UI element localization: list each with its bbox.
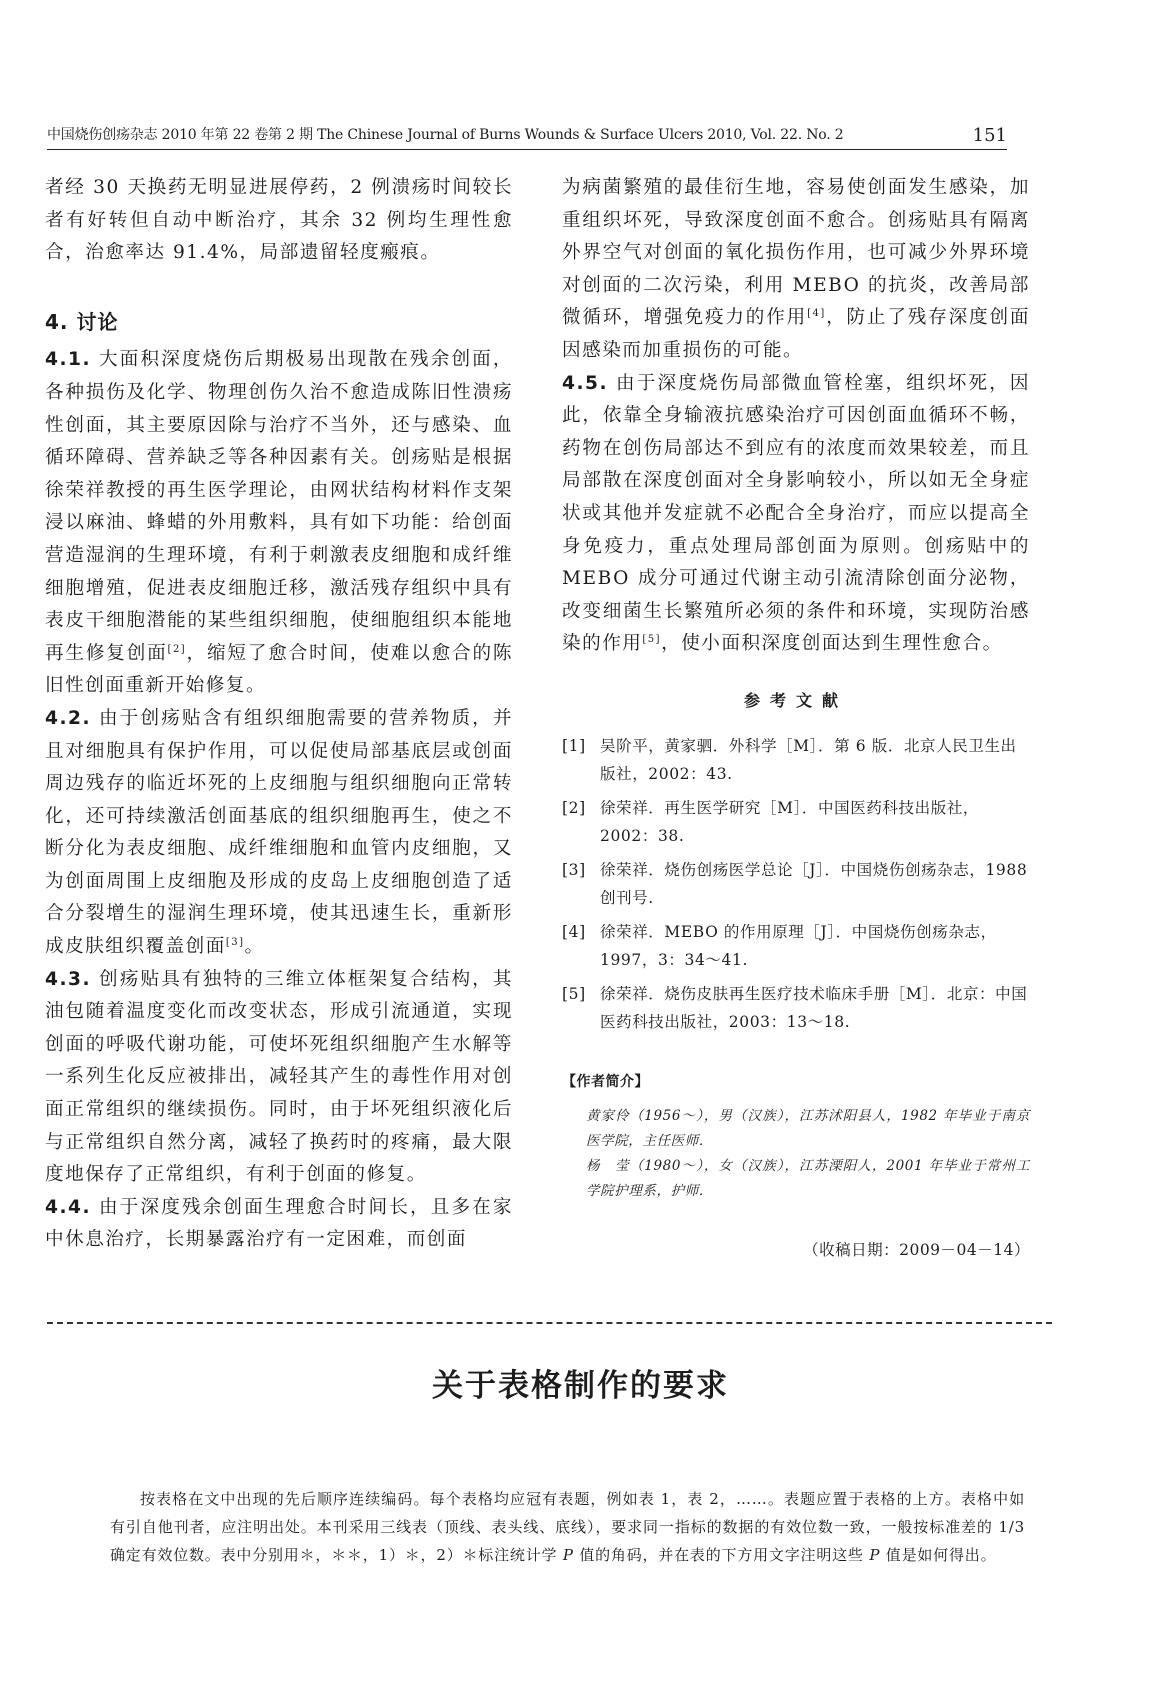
reference-item: [5] 徐荣祥．烧伤皮肤再生医疗技术临床手册［M］．北京：中国医药科技出版社，2003：13～18. [562,984,1028,1031]
p-value-symbol: P [562,1546,574,1564]
notice-body: 按表格在文中出现的先后顺序连续编码。每个表格均应冠有表题，例如表 1，表 2，……。表题应置于表格的上方。表格中如有引自他刊者，应注明出处。本刊采用三线表（顶线、表头线、底线），要求同一指标的数据的有效位数一致，一般按标准差的 1/3 确定有效位数。表中分别用＊，＊＊，1）＊，2）＊标注统计学 P 值的角码，并在表的下方用文字注明这些 P 值是如何得出。 [110,1490,1025,1564]
paragraph-4-5: 4.5. 由于深度烧伤局部微血管栓塞，组织坏死，因此，依靠全身输液抗感染治疗可因创面血循环不畅，药物在创伤局部达不到应有的浓度而效果较差，而且局部散在深度创面对全身影响较小，所以如无全身症状或其他并发症就不必配合全身治疗，而应以提高全身免疫力，重点处理局部创面为原则。创疡贴中的 MEBO 成分可通过代谢主动引流清除创面分泌物，改变细菌生长繁殖所必须的条件和环境，实现防治感染的作用[5]，使小面积深度创面达到生理性愈合。 [562,372,1030,655]
reference-item: [1] 吴阶平，黄家驷．外科学［M］．第 6 版．北京人民卫生出版社，2002：43. [562,736,1017,783]
reference-list [562,732,1030,1036]
paragraph-label: 4.3. [45,968,92,990]
author-bio: 杨 莹（1980～），女（汉族），江苏溧阳人，2001 年毕业于常州工学院护理系，护师． [586,1158,1030,1200]
paragraph-4-4-continued: 为病菌繁殖的最佳衍生地，容易使创面发生感染，加重组织坏死，导致深度创面不愈合。创疡贴具有隔离外界空气对创面的氧化损伤作用，也可减少外界环境对创面的二次污染，利用 MEBO 的抗炎，改善局部微循环，增强免疫力的作用[4]，防止了残存深度创面因感染而加重损伤的可能。 [562,177,1030,361]
paragraph-4-3: 4.3. 创疡贴具有独特的三维立体框架复合结构，其油包随着温度变化而改变状态，形成引流通道，实现创面的呼吸代谢功能，可使坏死组织细胞产生水解等一系列生化反应被排出，减轻其产生的毒性作用对创面正常组织的继续损伤。同时，由于坏死组织液化后与正常组织自然分离，减轻了换药时的疼痛，最大限度地保存了正常组织，有利于创面的修复。 [45,968,513,1186]
paragraph-4-4: 4.4. 由于深度残余创面生理愈合时间长，且多在家中休息治疗，长期暴露治疗有一定困难，而创面 [45,1196,513,1251]
paragraph-4-1: 4.1. 大面积深度烧伤后期极易出现散在残余创面，各种损伤及化学、物理创伤久治不愈造成陈旧性溃疡性创面，其主要原因除与治疗不当外，还与感染、血循环障碍、营养缺乏等各种因素有关。创疡贴是根据徐荣祥教授的再生医学理论，由网状结构材料作支架浸以麻油、蜂蜡的外用敷料，具有如下功能：给创面营造湿润的生理环境，有利于刺激表皮细胞和成纤维细胞增殖，促进表皮细胞迁移，激活残存组织中具有表皮干细胞潜能的某些组织细胞，使细胞组织本能地再生修复创面[2]，缩短了愈合时间，使难以愈合的陈旧性创面重新开始修复。 [45,349,513,697]
discussion-heading: 4. 讨论 [45,309,119,334]
paragraph-label: 4.2. [45,707,92,729]
reference-item: [3] 徐荣祥．烧伤创疡医学总论［J］．中国烧伤创疡杂志，1988 创刊号. [562,860,1028,907]
citation-marker: [4] [807,308,826,320]
paragraph-label: 4.4. [45,1196,92,1218]
notice-title: 关于表格制作的要求 [432,1368,729,1404]
page-number: 151 [972,125,1007,146]
author-bio-heading: 【作者简介】 [562,1073,649,1090]
reference-item: [2] 徐荣祥．再生医学研究［M］．中国医药科技出版社，2002：38. [562,798,980,845]
results-continuation: 者经 30 天换药无明显进展停药，2 例溃疡时间较长者有好转但自动中断治疗，其余 32 例均生理性愈合，治愈率达 91.4%，局部遗留轻度瘢痕。 [45,177,513,264]
citation-marker: [3] [225,936,245,948]
header-rule [47,149,1007,150]
p-value-symbol: P [869,1546,881,1564]
citation-marker: [5] [642,634,662,646]
citation-marker: [2] [167,643,187,655]
received-date: （收稿日期：2009－04－14） [803,1241,1030,1260]
left-column [45,172,513,1257]
reference-item: [4] 徐荣祥．MEBO 的作用原理［J］．中国烧伤创疡杂志，1997，3：34～41. [562,922,997,969]
paragraph-label: 4.5. [562,372,609,394]
right-column [562,172,1030,1267]
section-divider [47,1322,1052,1324]
author-bio: 黄家伶（1956～），男（汉族），江苏沭阳县人，1982 年毕业于南京医学院，主任医师． [586,1108,1030,1150]
running-header [47,120,1007,146]
paragraph-4-2: 4.2. 由于创疡贴含有组织细胞需要的营养物质，并且对细胞具有保护作用，可以促使局部基底层或创面周边残存的临近坏死的上皮细胞与组织细胞向正常转化，还可持续激活创面基底的组织细胞再生，使之不断分化为表皮细胞、成纤维细胞和血管内皮细胞，又为创面周围上皮细胞及形成的皮岛上皮细胞创造了适合分裂增生的湿润生理环境，使其迅速生长，重新形成皮肤组织覆盖创面[3]。 [45,707,513,958]
references-heading: 参考文献 [743,690,848,710]
journal-citation: 中国烧伤创疡杂志 2010 年第 22 卷第 2 期 The Chinese Journal of Burns Wounds & Surface Ulcers 2010, Vol. 22. No. 2 [47,127,844,143]
paragraph-label: 4.1. [45,349,92,371]
